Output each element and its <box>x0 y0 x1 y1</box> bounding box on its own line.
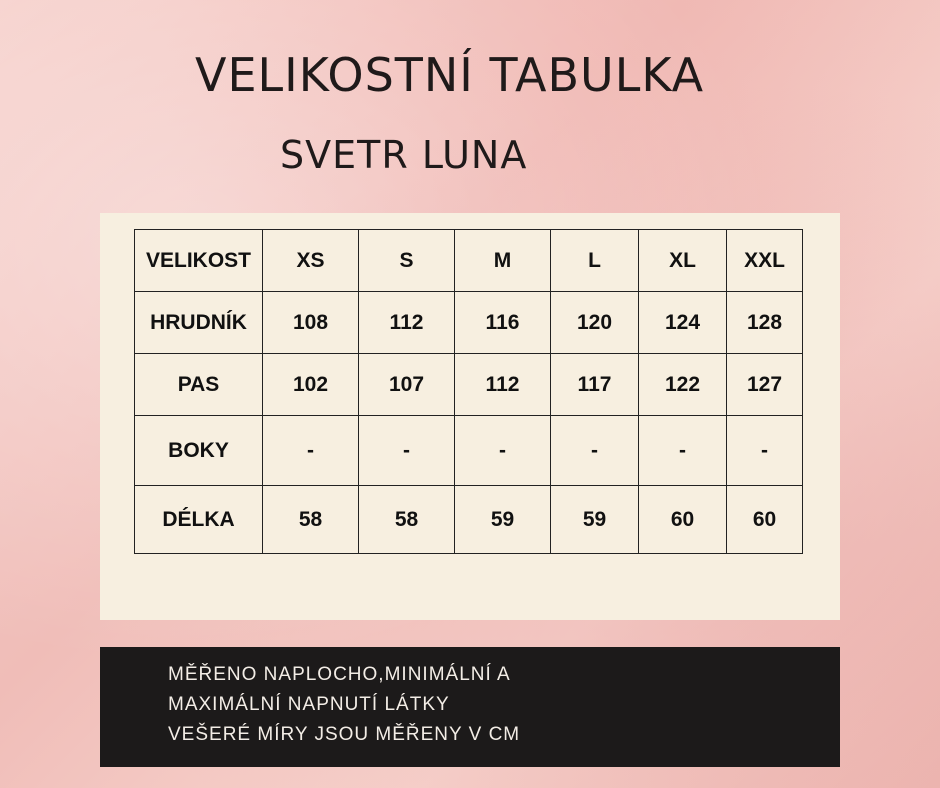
table-cell: 127 <box>727 354 803 416</box>
header-cell-xl: XL <box>639 230 727 292</box>
table-row-length <box>135 486 803 554</box>
table-cell: 112 <box>359 292 455 354</box>
table-cell: 60 <box>727 486 803 554</box>
table-cell: - <box>455 416 551 486</box>
page-title: VELIKOSTNÍ TABULKA <box>195 48 705 102</box>
table-cell: 112 <box>455 354 551 416</box>
row-label: HRUDNÍK <box>135 292 263 354</box>
header-cell-l: L <box>551 230 639 292</box>
table-cell: - <box>263 416 359 486</box>
table-cell: 117 <box>551 354 639 416</box>
table-cell: - <box>551 416 639 486</box>
header-cell-xxl: XXL <box>727 230 803 292</box>
row-label: BOKY <box>135 416 263 486</box>
product-name: SVETR LUNA <box>280 133 528 177</box>
size-table <box>134 229 803 554</box>
note-line-2: MAXIMÁLNÍ NAPNUTÍ LÁTKY <box>168 694 450 715</box>
table-cell: 58 <box>263 486 359 554</box>
note-line-3: VEŠERÉ MÍRY JSOU MĚŘENY V CM <box>168 724 521 745</box>
table-cell: 108 <box>263 292 359 354</box>
table-row-hips <box>135 416 803 486</box>
table-cell: 58 <box>359 486 455 554</box>
table-cell: 59 <box>551 486 639 554</box>
table-cell: 107 <box>359 354 455 416</box>
table-cell: - <box>727 416 803 486</box>
table-cell: 116 <box>455 292 551 354</box>
table-cell: 59 <box>455 486 551 554</box>
table-cell: 128 <box>727 292 803 354</box>
table-header-row <box>135 230 803 292</box>
table-cell: 124 <box>639 292 727 354</box>
note-line-1: MĚŘENO NAPLOCHO,MINIMÁLNÍ A <box>168 664 511 685</box>
row-label: PAS <box>135 354 263 416</box>
header-cell-xs: XS <box>263 230 359 292</box>
table-row-waist <box>135 354 803 416</box>
header-cell-size: VELIKOST <box>135 230 263 292</box>
table-cell: 60 <box>639 486 727 554</box>
table-cell: - <box>359 416 455 486</box>
table-cell: - <box>639 416 727 486</box>
row-label: DÉLKA <box>135 486 263 554</box>
table-cell: 102 <box>263 354 359 416</box>
table-cell: 122 <box>639 354 727 416</box>
header-cell-s: S <box>359 230 455 292</box>
table-cell: 120 <box>551 292 639 354</box>
table-row-chest <box>135 292 803 354</box>
header-cell-m: M <box>455 230 551 292</box>
